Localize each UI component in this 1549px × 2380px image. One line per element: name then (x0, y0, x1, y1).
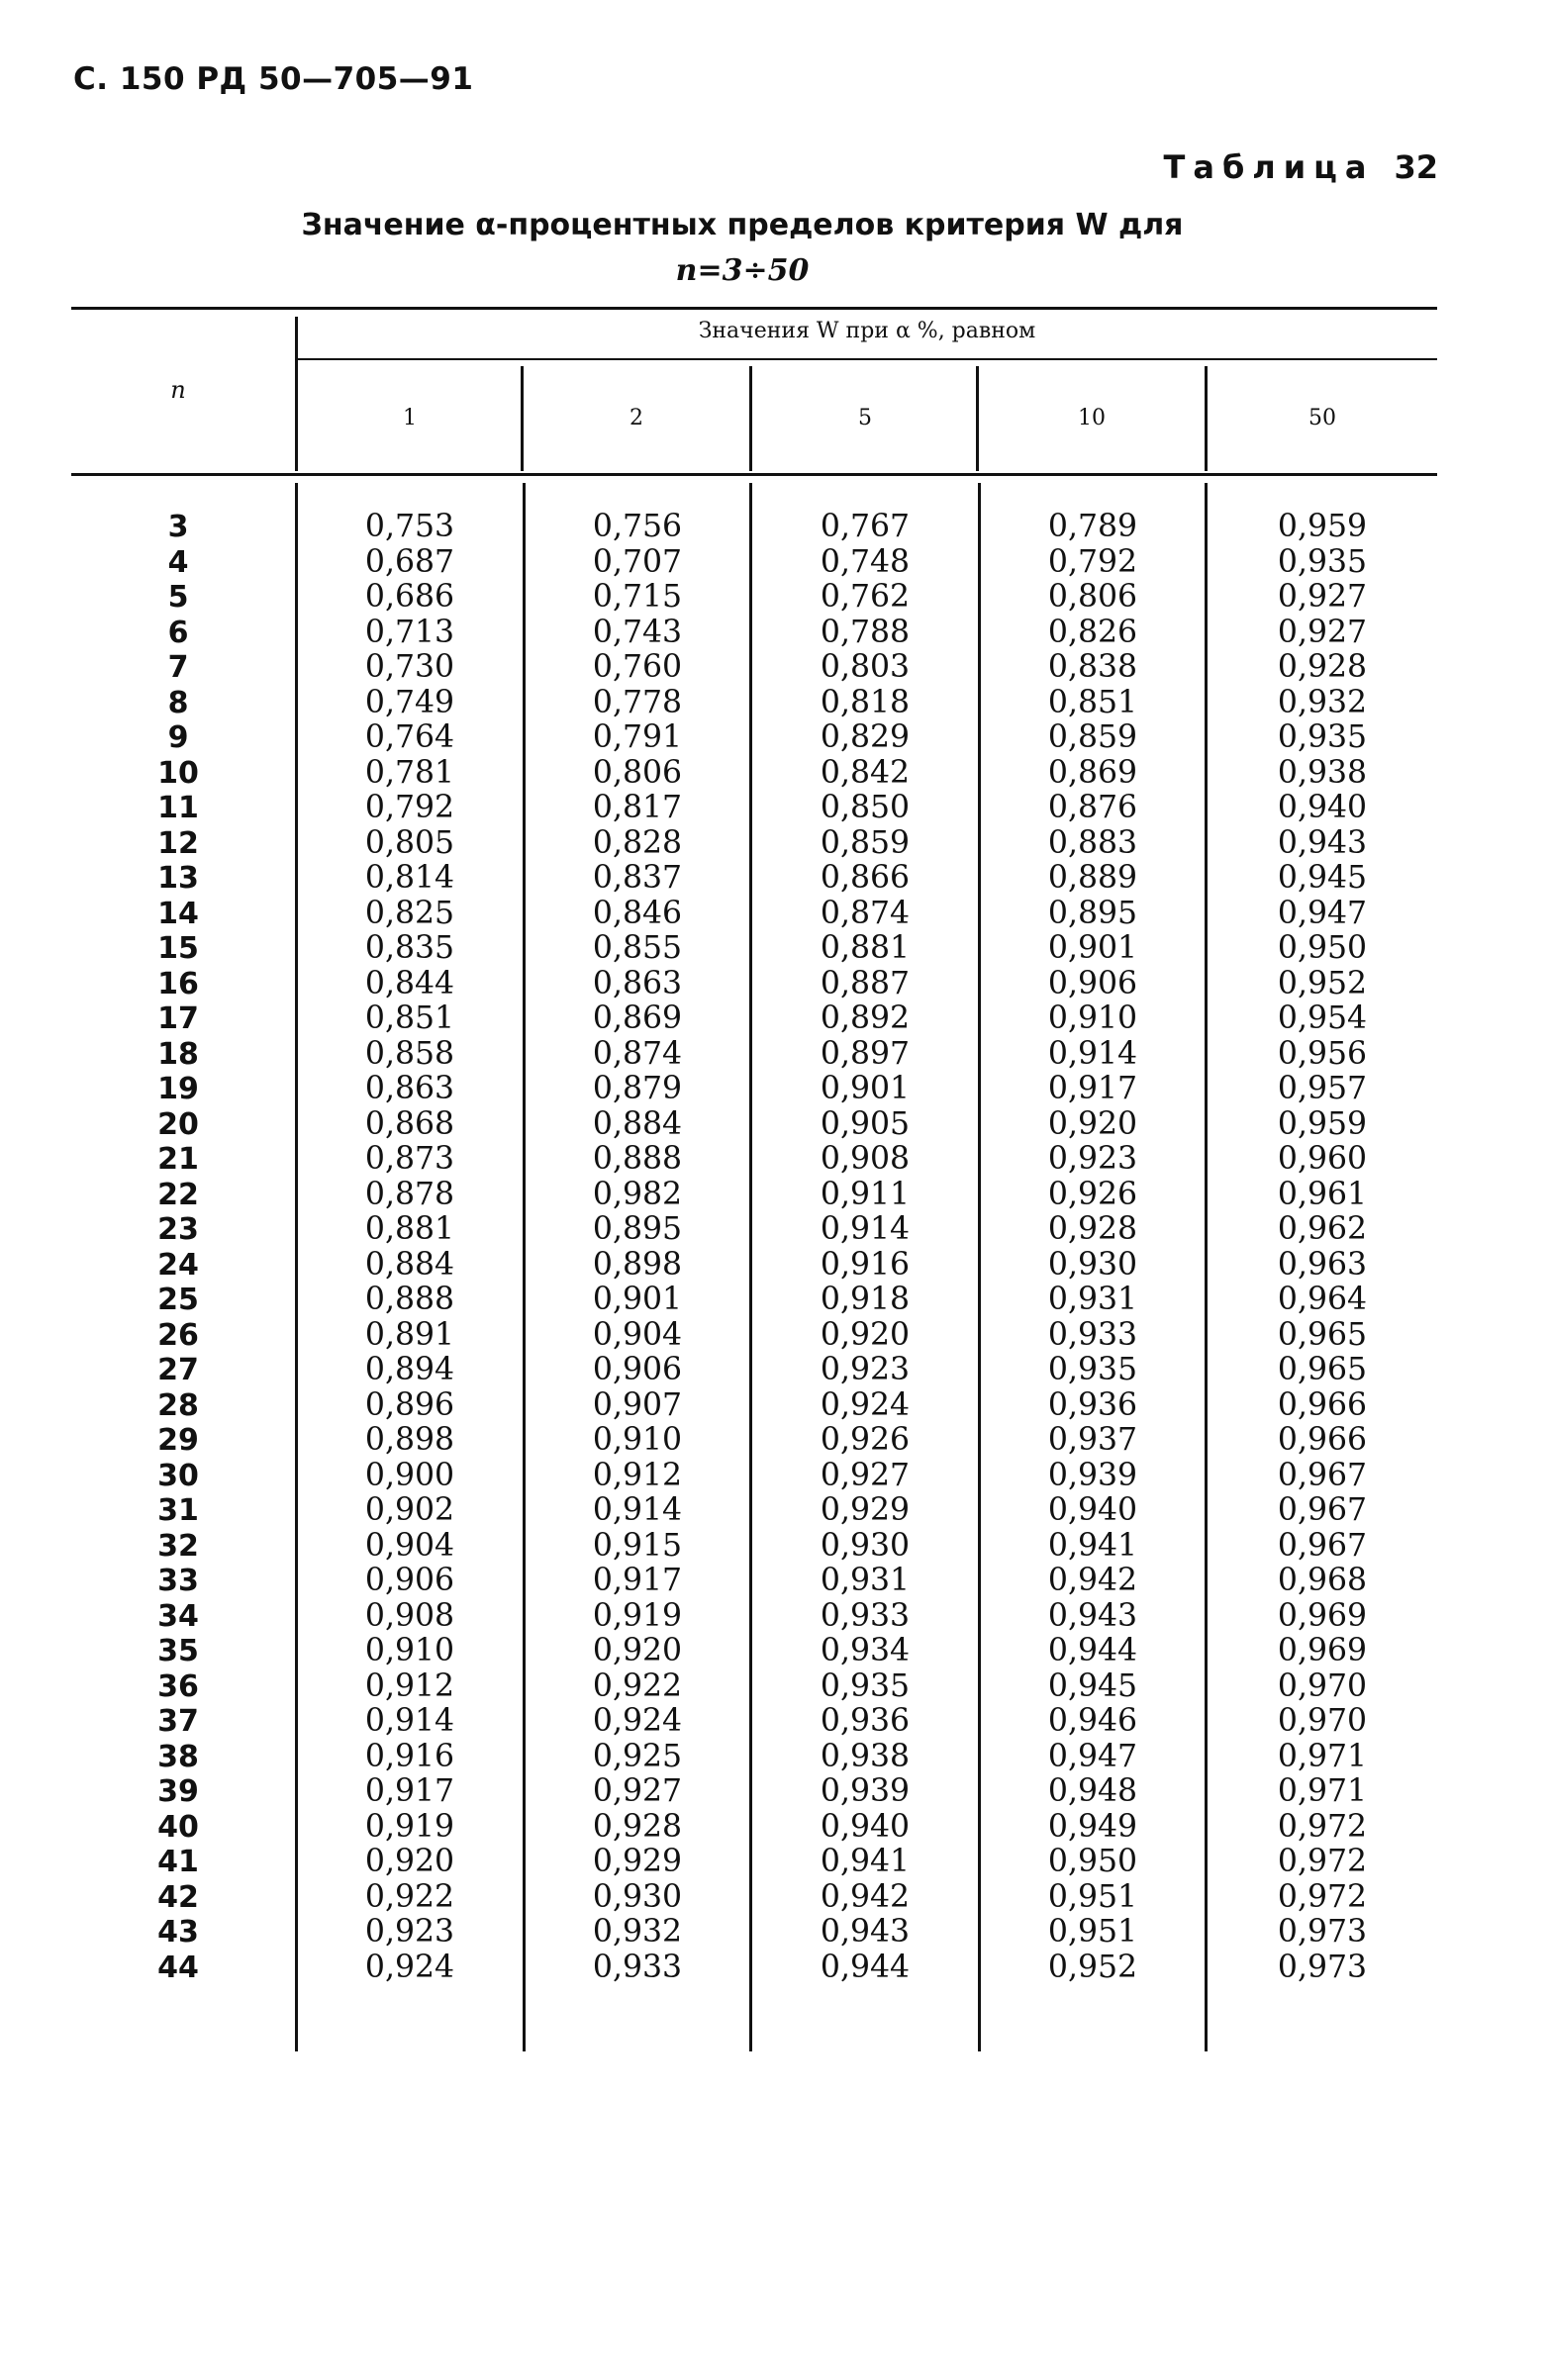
table-cell: 0,881 (820, 930, 911, 966)
row-n-value: 35 (157, 1634, 199, 1668)
table-cell: 0,950 (1277, 930, 1368, 966)
table-cell: 0,884 (364, 1246, 455, 1283)
column-alpha-2 (525, 510, 750, 1985)
row-n-value: 39 (157, 1774, 199, 1809)
table-cell: 0,922 (592, 1667, 683, 1704)
table-cell: 0,873 (364, 1141, 455, 1177)
caption-line-1: Значение α-процентных пределов критерия W для (301, 208, 1184, 242)
table-cell: 0,920 (1047, 1105, 1138, 1142)
table-cell: 0,898 (592, 1246, 683, 1283)
table-cell: 0,895 (1047, 895, 1138, 931)
table-cell: 0,935 (820, 1667, 911, 1704)
table-cell: 0,789 (1047, 509, 1138, 544)
table-cell: 0,919 (364, 1808, 455, 1845)
table-cell: 0,907 (592, 1386, 683, 1423)
table-cell: 0,951 (1047, 1914, 1138, 1950)
table-cell: 0,859 (1047, 719, 1138, 755)
table-cell: 0,920 (364, 1844, 455, 1879)
table-cell: 0,879 (592, 1071, 683, 1106)
row-n-value: 23 (157, 1212, 199, 1247)
table-cell: 0,884 (592, 1105, 683, 1142)
table-cell: 0,917 (592, 1563, 683, 1598)
table-cell: 0,914 (592, 1492, 683, 1528)
table-cell: 0,934 (820, 1633, 911, 1668)
table-cell: 0,936 (1047, 1386, 1138, 1423)
table-cell: 0,949 (1047, 1808, 1138, 1845)
table-cell: 0,952 (1277, 965, 1368, 1001)
column-n-values (99, 510, 257, 1985)
group-header: Значения W при α %, равном (698, 319, 1036, 343)
table-cell: 0,926 (820, 1422, 911, 1458)
table-cell: 0,963 (1277, 1246, 1368, 1283)
table-cell: 0,956 (1277, 1035, 1368, 1072)
table-cell: 0,838 (1047, 649, 1138, 685)
table-cell: 0,846 (592, 895, 683, 931)
table-cell: 0,930 (592, 1878, 683, 1915)
table-cell: 0,762 (820, 579, 911, 615)
table-cell: 0,901 (820, 1071, 911, 1106)
table-cell: 0,951 (1047, 1878, 1138, 1915)
table-cell: 0,927 (820, 1457, 911, 1493)
table-cell: 0,806 (1047, 579, 1138, 615)
table-cell: 0,901 (592, 1282, 683, 1317)
table-cell: 0,715 (592, 579, 683, 615)
table-cell: 0,904 (364, 1527, 455, 1564)
table-cell: 0,947 (1047, 1738, 1138, 1774)
table-cell: 0,778 (592, 684, 683, 720)
table-cell: 0,940 (1047, 1492, 1138, 1528)
table-cell: 0,970 (1277, 1703, 1368, 1739)
table-cell: 0,923 (820, 1352, 911, 1387)
table-cell: 0,941 (820, 1844, 911, 1879)
table-cell: 0,850 (820, 790, 911, 825)
table-cell: 0,967 (1277, 1457, 1368, 1493)
table-cell: 0,919 (592, 1597, 683, 1634)
row-n-value: 15 (157, 931, 199, 966)
table-cell: 0,927 (1277, 614, 1368, 650)
table-cell: 0,917 (1047, 1071, 1138, 1106)
row-n-value: 29 (157, 1423, 199, 1458)
table-cell: 0,964 (1277, 1282, 1368, 1317)
row-n-value: 43 (157, 1915, 199, 1950)
table-cell: 0,760 (592, 649, 683, 685)
column-header-2: 2 (629, 406, 643, 430)
row-n-value: 34 (157, 1598, 199, 1634)
table-cell: 0,929 (820, 1492, 911, 1528)
table-cell: 0,905 (820, 1105, 911, 1142)
row-n-value: 16 (157, 966, 199, 1001)
table-cell: 0,896 (364, 1386, 455, 1423)
table-cell: 0,687 (364, 543, 455, 580)
row-n-value: 13 (157, 861, 199, 896)
table-cell: 0,940 (820, 1808, 911, 1845)
table-cell: 0,966 (1277, 1422, 1368, 1458)
table-cell: 0,932 (592, 1914, 683, 1950)
table-cell: 0,686 (364, 579, 455, 615)
table-cell: 0,969 (1277, 1633, 1368, 1668)
row-n-value: 9 (167, 720, 189, 755)
table-cell: 0,817 (592, 790, 683, 825)
table-cell: 0,940 (1277, 790, 1368, 825)
table-cell: 0,916 (364, 1738, 455, 1774)
table-cell: 0,835 (364, 930, 455, 966)
table-cell: 0,792 (364, 790, 455, 825)
table-cell: 0,933 (1047, 1316, 1138, 1353)
table-cell: 0,863 (364, 1071, 455, 1106)
row-n-value: 19 (157, 1072, 199, 1106)
table-cell: 0,930 (820, 1527, 911, 1564)
table-cell: 0,906 (364, 1563, 455, 1598)
table-cell: 0,895 (592, 1211, 683, 1247)
table-cell: 0,908 (364, 1597, 455, 1634)
row-n-value: 38 (157, 1739, 199, 1774)
table-cell: 0,874 (820, 895, 911, 931)
table-cell: 0,748 (820, 543, 911, 580)
row-n-value: 8 (167, 685, 189, 720)
table-cell: 0,912 (592, 1457, 683, 1493)
table-cell: 0,943 (1277, 824, 1368, 861)
row-n-value: 3 (167, 510, 189, 544)
table-cell: 0,962 (1277, 1211, 1368, 1247)
table-caption (247, 203, 1237, 294)
table-cell: 0,883 (1047, 824, 1138, 861)
table-cell: 0,923 (1047, 1141, 1138, 1177)
table-cell: 0,971 (1277, 1738, 1368, 1774)
table-cell: 0,904 (592, 1316, 683, 1353)
table-cell: 0,743 (592, 614, 683, 650)
table-cell: 0,906 (1047, 965, 1138, 1001)
table-cell: 0,944 (1047, 1633, 1138, 1668)
table-cell: 0,937 (1047, 1422, 1138, 1458)
table-cell: 0,914 (1047, 1035, 1138, 1072)
table-top-rule (71, 307, 1437, 310)
table-cell: 0,959 (1277, 509, 1368, 544)
table-cell: 0,920 (820, 1316, 911, 1353)
table-cell: 0,878 (364, 1176, 455, 1212)
table-cell: 0,968 (1277, 1563, 1368, 1598)
row-n-value: 26 (157, 1317, 199, 1353)
table-cell: 0,931 (1047, 1282, 1138, 1317)
column-alpha-5 (752, 510, 978, 1985)
table-cell: 0,914 (364, 1703, 455, 1739)
row-n-value: 6 (167, 615, 189, 650)
table-cell: 0,756 (592, 509, 683, 544)
table-cell: 0,888 (364, 1282, 455, 1317)
table-cell: 0,965 (1277, 1316, 1368, 1353)
table-cell: 0,897 (820, 1035, 911, 1072)
column-alpha-1 (297, 510, 523, 1985)
table-cell: 0,916 (820, 1246, 911, 1283)
table-cell: 0,929 (592, 1844, 683, 1879)
table-cell: 0,972 (1277, 1878, 1368, 1915)
row-n-value: 37 (157, 1704, 199, 1739)
table-cell: 0,950 (1047, 1844, 1138, 1879)
table-label-word: Таблица (1163, 148, 1375, 186)
table-cell: 0,910 (592, 1422, 683, 1458)
table-cell: 0,767 (820, 509, 911, 544)
row-n-value: 21 (157, 1142, 199, 1177)
row-n-value: 7 (167, 650, 189, 685)
table-cell: 0,971 (1277, 1773, 1368, 1809)
table-cell: 0,914 (820, 1211, 911, 1247)
table-cell: 0,805 (364, 824, 455, 861)
table-cell: 0,792 (1047, 543, 1138, 580)
table-cell: 0,781 (364, 754, 455, 791)
header-bottom-rule (71, 473, 1437, 476)
table-cell: 0,943 (1047, 1597, 1138, 1634)
table-cell: 0,842 (820, 754, 911, 791)
table-cell: 0,730 (364, 649, 455, 685)
table-cell: 0,918 (820, 1282, 911, 1317)
table-cell: 0,924 (364, 1949, 455, 1985)
table-cell: 0,818 (820, 684, 911, 720)
table-cell: 0,939 (1047, 1457, 1138, 1493)
table-cell: 0,960 (1277, 1141, 1368, 1177)
table-cell: 0,869 (1047, 754, 1138, 791)
table-cell: 0,966 (1277, 1386, 1368, 1423)
table-cell: 0,866 (820, 860, 911, 896)
table-cell: 0,954 (1277, 1000, 1368, 1036)
table-cell: 0,946 (1047, 1703, 1138, 1739)
table-cell: 0,837 (592, 860, 683, 896)
table-cell: 0,927 (1277, 579, 1368, 615)
table-cell: 0,970 (1277, 1667, 1368, 1704)
table-cell: 0,936 (820, 1703, 911, 1739)
table-cell: 0,912 (364, 1667, 455, 1704)
row-n-value: 18 (157, 1036, 199, 1072)
table-label (1164, 148, 1438, 186)
table-cell: 0,851 (1047, 684, 1138, 720)
table-cell: 0,967 (1277, 1527, 1368, 1564)
table-cell: 0,859 (820, 824, 911, 861)
table-cell: 0,791 (592, 719, 683, 755)
table-cell: 0,900 (364, 1457, 455, 1493)
table-cell: 0,764 (364, 719, 455, 755)
table-cell: 0,926 (1047, 1176, 1138, 1212)
row-n-value: 25 (157, 1283, 199, 1317)
table-cell: 0,927 (592, 1773, 683, 1809)
table-cell: 0,898 (364, 1422, 455, 1458)
row-n-value: 33 (157, 1564, 199, 1598)
table-cell: 0,973 (1277, 1914, 1368, 1950)
table-cell: 0,901 (1047, 930, 1138, 966)
table-cell: 0,806 (592, 754, 683, 791)
column-alpha-50 (1208, 510, 1437, 1985)
row-n-value: 20 (157, 1106, 199, 1142)
table-cell: 0,753 (364, 509, 455, 544)
table-cell: 0,851 (364, 1000, 455, 1036)
table-cell: 0,930 (1047, 1246, 1138, 1283)
column-alpha-10 (980, 510, 1206, 1985)
row-n-value: 5 (167, 580, 189, 615)
table-cell: 0,874 (592, 1035, 683, 1072)
table-cell: 0,938 (1277, 754, 1368, 791)
table-cell: 0,928 (1047, 1211, 1138, 1247)
table-cell: 0,973 (1277, 1949, 1368, 1985)
table-cell: 0,935 (1047, 1352, 1138, 1387)
table-cell: 0,855 (592, 930, 683, 966)
table-cell: 0,941 (1047, 1527, 1138, 1564)
table-cell: 0,920 (592, 1633, 683, 1668)
row-n-value: 11 (157, 791, 199, 825)
table-cell: 0,814 (364, 860, 455, 896)
row-n-value: 27 (157, 1353, 199, 1387)
table-number: 32 (1394, 148, 1438, 186)
table-cell: 0,933 (820, 1597, 911, 1634)
group-header-rule (297, 358, 1437, 360)
table-cell: 0,707 (592, 543, 683, 580)
table-cell: 0,887 (820, 965, 911, 1001)
table-cell: 0,938 (820, 1738, 911, 1774)
row-n-value: 36 (157, 1668, 199, 1704)
row-n-value: 32 (157, 1528, 199, 1564)
table-cell: 0,925 (592, 1738, 683, 1774)
table-cell: 0,967 (1277, 1492, 1368, 1528)
table-cell: 0,894 (364, 1352, 455, 1387)
row-n-value: 14 (157, 896, 199, 931)
table-cell: 0,945 (1047, 1667, 1138, 1704)
table-cell: 0,982 (592, 1176, 683, 1212)
table-cell: 0,788 (820, 614, 911, 650)
table-cell: 0,844 (364, 965, 455, 1001)
table-cell: 0,939 (820, 1773, 911, 1809)
table-cell: 0,825 (364, 895, 455, 931)
table-cell: 0,892 (820, 1000, 911, 1036)
table-cell: 0,959 (1277, 1105, 1368, 1142)
table-cell: 0,933 (592, 1949, 683, 1985)
row-n-value: 42 (157, 1879, 199, 1915)
table-cell: 0,922 (364, 1878, 455, 1915)
row-n-value: 24 (157, 1247, 199, 1283)
table-cell: 0,910 (1047, 1000, 1138, 1036)
table-cell: 0,924 (592, 1703, 683, 1739)
column-header-50: 50 (1308, 406, 1336, 430)
column-header-1: 1 (403, 406, 417, 430)
table-cell: 0,829 (820, 719, 911, 755)
table-cell: 0,858 (364, 1035, 455, 1072)
table-cell: 0,931 (820, 1563, 911, 1598)
row-n-value: 22 (157, 1177, 199, 1212)
table-cell: 0,915 (592, 1527, 683, 1564)
table-cell: 0,928 (1277, 649, 1368, 685)
table-cell: 0,935 (1277, 543, 1368, 580)
page-header: С. 150 РД 50—705—91 (73, 61, 474, 97)
row-n-value: 31 (157, 1493, 199, 1528)
table-cell: 0,902 (364, 1492, 455, 1528)
table-cell: 0,972 (1277, 1844, 1368, 1879)
table-cell: 0,828 (592, 824, 683, 861)
table-cell: 0,961 (1277, 1176, 1368, 1212)
row-n-value: 12 (157, 825, 199, 861)
table-cell: 0,923 (364, 1914, 455, 1950)
table-cell: 0,881 (364, 1211, 455, 1247)
table-cell: 0,888 (592, 1141, 683, 1177)
table-cell: 0,957 (1277, 1071, 1368, 1106)
row-n-value: 28 (157, 1387, 199, 1423)
table-cell: 0,944 (820, 1949, 911, 1985)
table-cell: 0,917 (364, 1773, 455, 1809)
table-cell: 0,942 (820, 1878, 911, 1915)
table-cell: 0,945 (1277, 860, 1368, 896)
table-cell: 0,972 (1277, 1808, 1368, 1845)
table-cell: 0,891 (364, 1316, 455, 1353)
table-cell: 0,928 (592, 1808, 683, 1845)
table-cell: 0,948 (1047, 1773, 1138, 1809)
table-cell: 0,863 (592, 965, 683, 1001)
table-cell: 0,965 (1277, 1352, 1368, 1387)
table-cell: 0,924 (820, 1386, 911, 1423)
table-cell: 0,935 (1277, 719, 1368, 755)
table-cell: 0,952 (1047, 1949, 1138, 1985)
row-n-value: 40 (157, 1809, 199, 1845)
table-cell: 0,826 (1047, 614, 1138, 650)
table-cell: 0,911 (820, 1176, 911, 1212)
table-cell: 0,713 (364, 614, 455, 650)
table-cell: 0,943 (820, 1914, 911, 1950)
column-header-5: 5 (858, 406, 872, 430)
table-cell: 0,969 (1277, 1597, 1368, 1634)
table-cell: 0,889 (1047, 860, 1138, 896)
table-cell: 0,908 (820, 1141, 911, 1177)
table-cell: 0,947 (1277, 895, 1368, 931)
table-cell: 0,803 (820, 649, 911, 685)
table-cell: 0,942 (1047, 1563, 1138, 1598)
row-n-value: 41 (157, 1845, 199, 1879)
table-cell: 0,932 (1277, 684, 1368, 720)
table-cell: 0,906 (592, 1352, 683, 1387)
table-cell: 0,869 (592, 1000, 683, 1036)
row-n-value: 4 (167, 544, 189, 580)
row-n-value: 17 (157, 1001, 199, 1036)
row-n-value: 10 (157, 755, 199, 791)
column-header-10: 10 (1078, 406, 1106, 430)
table-cell: 0,910 (364, 1633, 455, 1668)
caption-line-2: n=3÷50 (675, 253, 810, 288)
table-cell: 0,868 (364, 1105, 455, 1142)
row-header-n: n (170, 376, 186, 404)
row-n-value: 44 (157, 1950, 199, 1985)
row-n-value: 30 (157, 1458, 199, 1493)
table-cell: 0,876 (1047, 790, 1138, 825)
table-cell: 0,749 (364, 684, 455, 720)
